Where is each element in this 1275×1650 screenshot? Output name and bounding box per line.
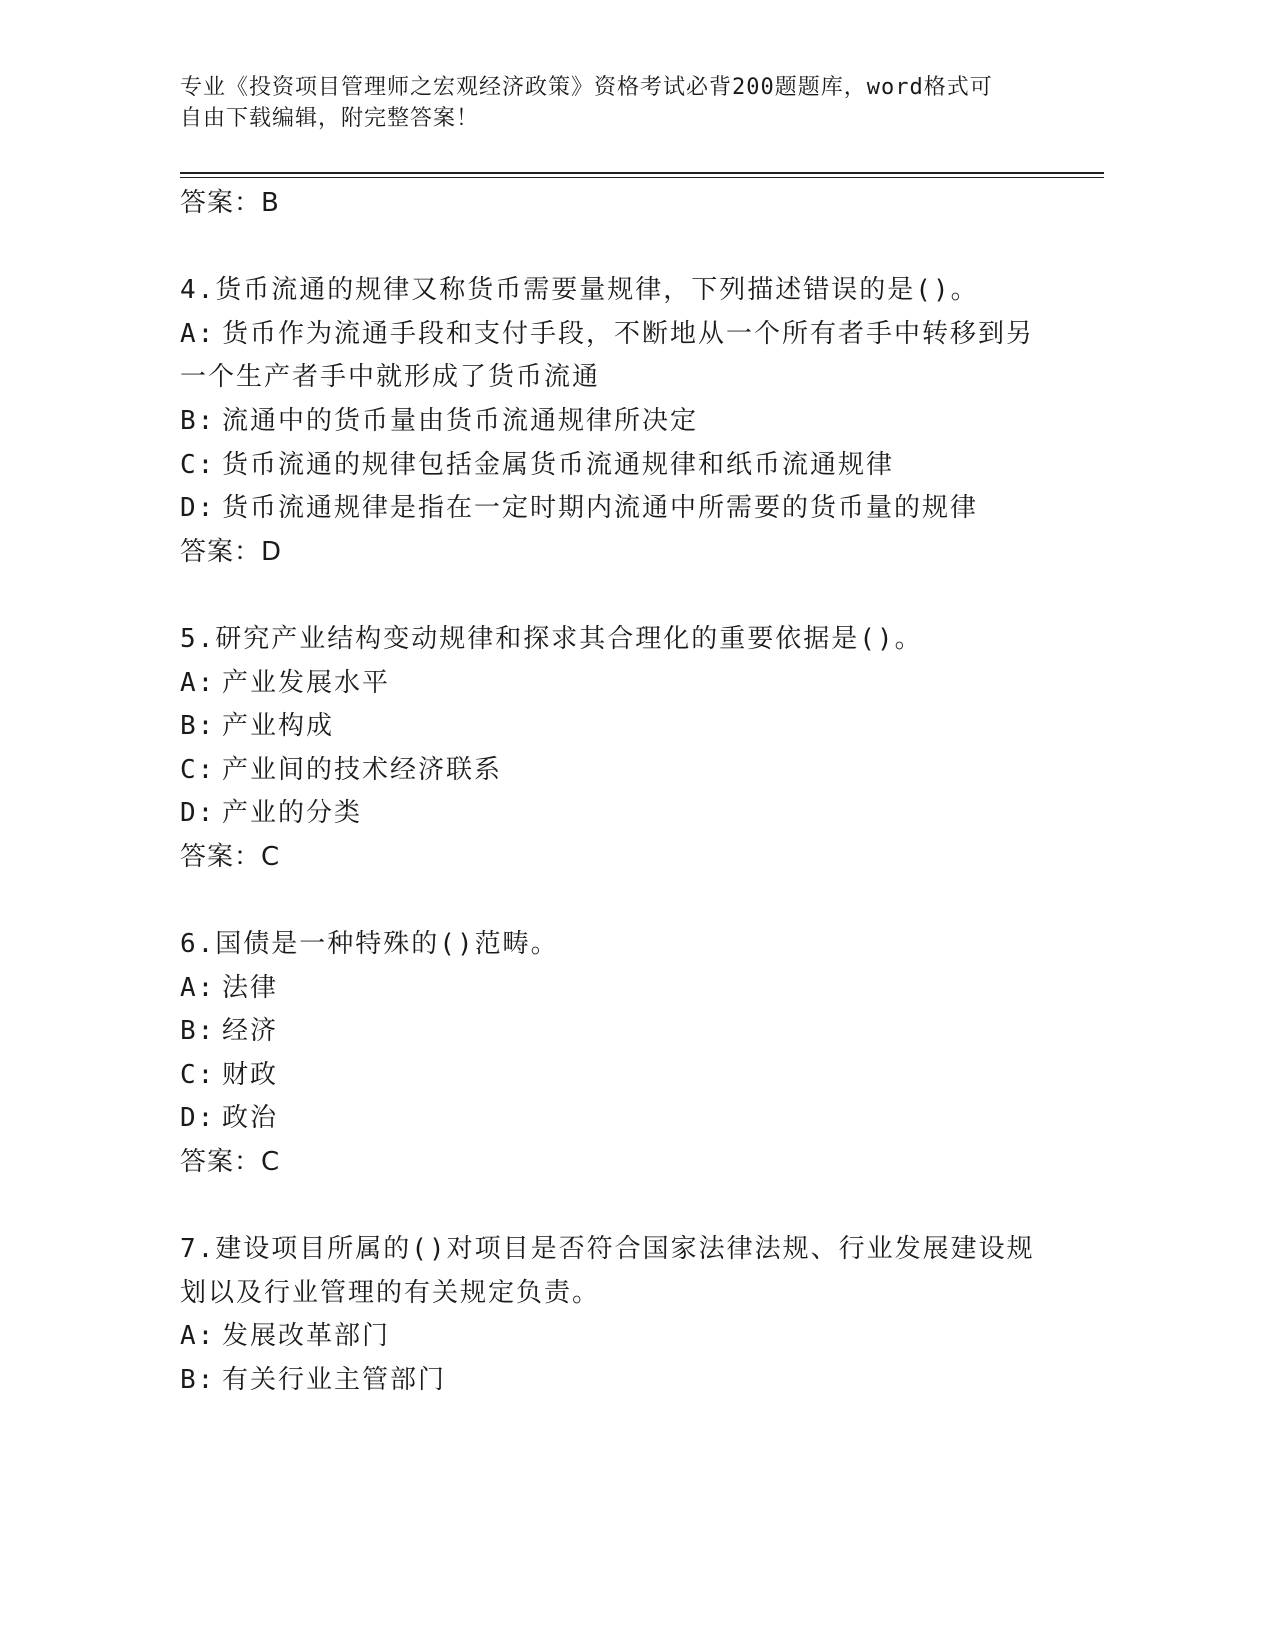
option-text: 货币流通规律是指在一定时期内流通中所需要的货币量的规律 <box>222 493 979 524</box>
header-divider-thick <box>180 172 1104 174</box>
option-a <box>180 1315 1060 1359</box>
option-text: 经济 <box>222 1016 279 1047</box>
option-c <box>180 749 1060 793</box>
previous-answer: 答案：B <box>180 188 280 218</box>
option-label: B: <box>180 405 216 436</box>
option-label: A: <box>180 972 216 1003</box>
option-label: A: <box>180 318 216 349</box>
option-label: B: <box>180 1365 216 1396</box>
answer: 答案：D <box>180 536 283 567</box>
answer: 答案：C <box>180 1147 281 1178</box>
option-text: 流通中的货币量由货币流通规律所决定 <box>222 405 699 436</box>
option-text: 产业发展水平 <box>222 667 391 698</box>
option-text: 政治 <box>222 1103 279 1134</box>
option-label: A: <box>180 667 216 698</box>
question-stem: 7.建设项目所属的()对项目是否符合国家法律法规、行业发展建设规 <box>180 1234 1035 1265</box>
header-divider-thin <box>180 177 1104 178</box>
option-text: 发展改革部门 <box>222 1321 391 1352</box>
option-a <box>180 313 1060 357</box>
document-header <box>180 72 1040 134</box>
option-label: D: <box>180 1103 216 1134</box>
spacer <box>180 226 1060 270</box>
option-label: C: <box>180 1059 216 1090</box>
header-line-2: 自由下载编辑，附完整答案！ <box>180 106 480 131</box>
option-d <box>180 792 1060 836</box>
option-label: A: <box>180 1321 216 1352</box>
question-5 <box>180 618 1060 880</box>
option-b <box>180 400 1060 444</box>
option-b <box>180 1010 1060 1054</box>
spacer <box>180 574 1060 618</box>
question-4 <box>180 269 1060 574</box>
header-line-1: 专业《投资项目管理师之宏观经济政策》资格考试必背200题题库，word格式可 <box>180 75 993 100</box>
question-stem: 6.国债是一种特殊的()范畴。 <box>180 929 559 960</box>
option-a <box>180 967 1060 1011</box>
option-label: D: <box>180 493 216 524</box>
option-label: D: <box>180 798 216 829</box>
option-label: C: <box>180 449 216 480</box>
question-7 <box>180 1228 1060 1402</box>
question-list <box>180 182 1060 1403</box>
question-stem-continued: 划以及行业管理的有关规定负责。 <box>180 1277 601 1308</box>
option-a <box>180 662 1060 706</box>
option-text: 货币流通的规律包括金属货币流通规律和纸币流通规律 <box>222 449 895 480</box>
option-text: 产业的分类 <box>222 798 363 829</box>
answer: 答案：C <box>180 841 281 872</box>
question-stem: 4.货币流通的规律又称货币需要量规律，下列描述错误的是()。 <box>180 275 979 306</box>
option-b <box>180 1359 1060 1403</box>
option-label: B: <box>180 1016 216 1047</box>
option-text: 法律 <box>222 972 279 1003</box>
option-text: 产业构成 <box>222 711 335 742</box>
option-text: 货币作为流通手段和支付手段，不断地从一个所有者手中转移到另 <box>222 318 1035 349</box>
option-text: 产业间的技术经济联系 <box>222 754 503 785</box>
question-stem: 5.研究产业结构变动规律和探求其合理化的重要依据是()。 <box>180 623 923 654</box>
option-d <box>180 487 1060 531</box>
option-c <box>180 444 1060 488</box>
option-a-continued: 一个生产者手中就形成了货币流通 <box>180 362 601 393</box>
spacer <box>180 1185 1060 1229</box>
option-b <box>180 705 1060 749</box>
option-text: 有关行业主管部门 <box>222 1365 447 1396</box>
spacer <box>180 880 1060 924</box>
option-d <box>180 1097 1060 1141</box>
question-6 <box>180 923 1060 1185</box>
option-c <box>180 1054 1060 1098</box>
option-text: 财政 <box>222 1059 279 1090</box>
option-label: B: <box>180 711 216 742</box>
option-label: C: <box>180 754 216 785</box>
